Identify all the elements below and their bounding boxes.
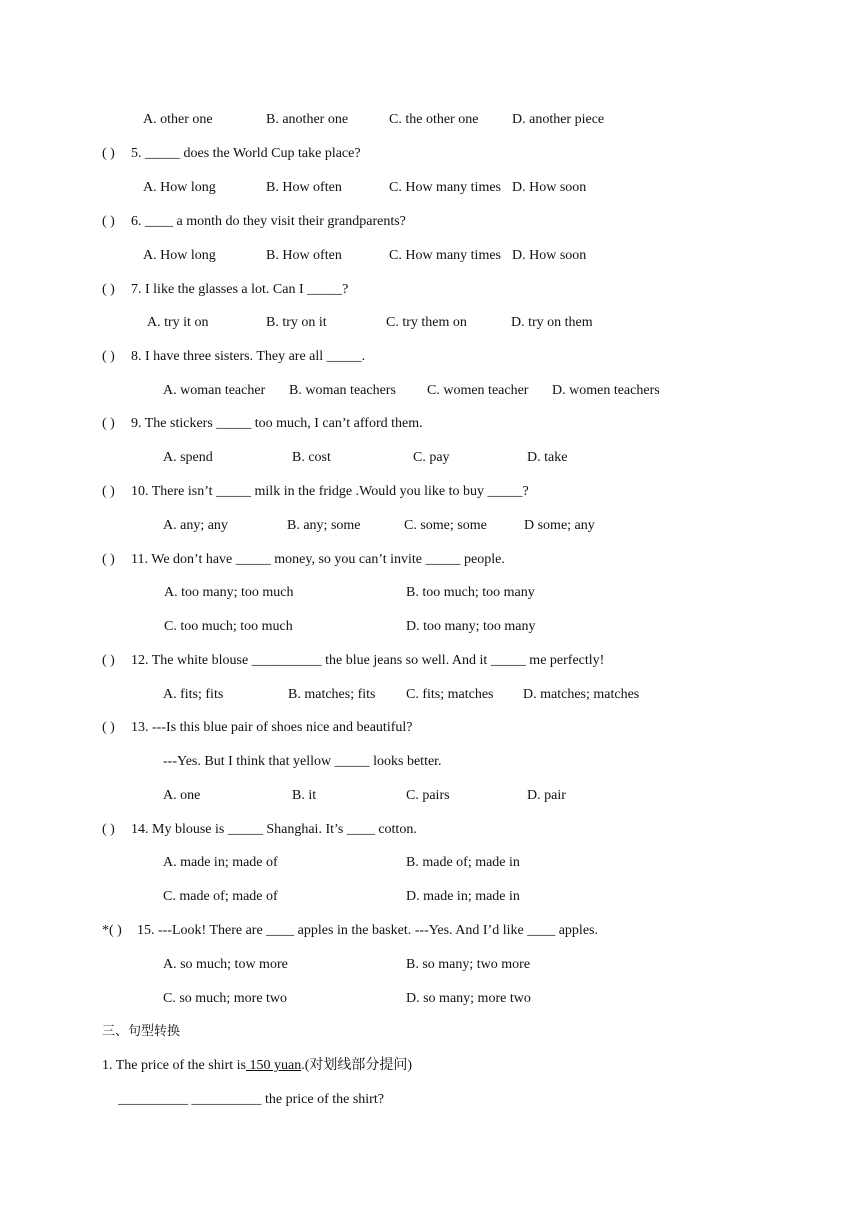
answer-blank[interactable]: ( ): [102, 720, 115, 735]
q8-option-d: D. women teachers: [552, 383, 660, 398]
q5-stem: [0, 144, 860, 164]
q8-option-b: B. woman teachers: [289, 383, 396, 398]
q14-option-d: D. made in; made in: [406, 889, 520, 904]
transform-q1-underlined: 150 yuan: [246, 1058, 302, 1073]
q14-option-c: C. made of; made of: [163, 889, 278, 904]
q6-stem: [0, 212, 860, 232]
question-text: 15. ---Look! There are ____ apples in the basket. ---Yes. And I’d like ____ apples.: [137, 923, 598, 938]
question-text: 5. _____ does the World Cup take place?: [131, 146, 361, 161]
answer-blank[interactable]: ( ): [102, 552, 115, 567]
q9-stem: [0, 414, 860, 434]
answer-blank[interactable]: ( ): [102, 214, 115, 229]
q15-option-d: D. so many; more two: [406, 991, 531, 1006]
transform-q1-answer: [0, 1090, 860, 1110]
answer-blank[interactable]: ( ): [102, 653, 115, 668]
q4-option-c: C. the other one: [389, 112, 479, 127]
q5-option-a: A. How long: [143, 180, 216, 195]
q11-option-a: A. too many; too much: [164, 585, 294, 600]
q10-stem: [0, 482, 860, 502]
q14-options-row-2: [0, 887, 860, 907]
question-text: ---Yes. But I think that yellow _____ looks better.: [163, 754, 442, 769]
q4-option-b: B. another one: [266, 112, 349, 127]
q6-option-b: B. How often: [266, 248, 342, 263]
answer-blank[interactable]: ( ): [102, 416, 115, 431]
q4-options: [0, 110, 860, 130]
section-title: 三、句型转换: [102, 1024, 181, 1039]
q5-option-b: B. How often: [266, 180, 342, 195]
q8-stem: [0, 347, 860, 367]
q11-option-c: C. too much; too much: [164, 619, 293, 634]
q4-option-d: D. another piece: [512, 112, 605, 127]
q15-option-c: C. so much; more two: [163, 991, 288, 1006]
question-text: 12. The white blouse __________ the blue jeans so well. And it _____ me perfectly!: [131, 653, 605, 668]
answer-blank[interactable]: ( ): [102, 484, 115, 499]
q15-options-row-2: [0, 989, 860, 1009]
q11-option-d: D. too many; too many: [406, 619, 536, 634]
q6-options: [0, 246, 860, 266]
q13-stem: [0, 718, 860, 738]
q7-option-a: A. try it on: [147, 315, 209, 330]
q9-option-c: C. pay: [413, 450, 450, 465]
q7-stem: [0, 280, 860, 300]
question-text: 9. The stickers _____ too much, I can’t afford them.: [131, 416, 423, 431]
q10-option-a: A. any; any: [163, 518, 228, 533]
q13-option-c: C. pairs: [406, 788, 450, 803]
q14-option-a: A. made in; made of: [163, 855, 278, 870]
q12-stem: [0, 651, 860, 671]
q9-options: [0, 448, 860, 468]
q13-option-d: D. pair: [527, 788, 566, 803]
q15-options-row-1: [0, 955, 860, 975]
q4-option-a: A. other one: [143, 112, 213, 127]
q8-option-c: C. women teacher: [427, 383, 529, 398]
q12-option-d: D. matches; matches: [523, 687, 640, 702]
answer-blank[interactable]: ( ): [102, 349, 115, 364]
q5-option-d: D. How soon: [512, 180, 587, 195]
q7-options: [0, 313, 860, 333]
answer-blank[interactable]: ( ): [102, 146, 115, 161]
q15-option-a: A. so much; tow more: [163, 957, 288, 972]
q6-option-d: D. How soon: [512, 248, 587, 263]
q15-option-b: B. so many; two more: [406, 957, 531, 972]
transform-q1-after: .(对划线部分提问): [301, 1058, 413, 1073]
question-text: 6. ____ a month do they visit their grandparents?: [131, 214, 406, 229]
q10-options: [0, 516, 860, 536]
q12-option-a: A. fits; fits: [163, 687, 224, 702]
q11-option-b: B. too much; too many: [406, 585, 535, 600]
q9-option-d: D. take: [527, 450, 568, 465]
q10-option-d: D some; any: [524, 518, 595, 533]
question-text: 11. We don’t have _____ money, so you can’t invite _____ people.: [131, 552, 505, 567]
transform-q1-before: 1. The price of the shirt is: [102, 1058, 246, 1073]
q13-options: [0, 786, 860, 806]
q9-option-a: A. spend: [163, 450, 213, 465]
q13-option-a: A. one: [163, 788, 201, 803]
answer-blank[interactable]: *( ): [102, 923, 122, 938]
q11-options-row-2: [0, 617, 860, 637]
q7-option-b: B. try on it: [266, 315, 327, 330]
q12-option-c: C. fits; matches: [406, 687, 494, 702]
answer-blank[interactable]: ( ): [102, 282, 115, 297]
q5-option-c: C. How many times: [389, 180, 501, 195]
q8-options: [0, 381, 860, 401]
q11-options-row-1: [0, 583, 860, 603]
q6-option-c: C. How many times: [389, 248, 501, 263]
q11-stem: [0, 550, 860, 570]
transform-q1-text: [102, 1056, 412, 1076]
q10-option-c: C. some; some: [404, 518, 487, 533]
q12-options: [0, 685, 860, 705]
q7-option-d: D. try on them: [511, 315, 593, 330]
q8-option-a: A. woman teacher: [163, 383, 266, 398]
answer-blank[interactable]: ( ): [102, 822, 115, 837]
transform-q1: [0, 1056, 860, 1076]
section-heading: [0, 1022, 860, 1042]
q14-option-b: B. made of; made in: [406, 855, 520, 870]
q12-option-b: B. matches; fits: [288, 687, 376, 702]
q15-stem: [0, 921, 860, 941]
q6-option-a: A. How long: [143, 248, 216, 263]
q7-option-c: C. try them on: [386, 315, 467, 330]
question-text: 8. I have three sisters. They are all _____.: [131, 349, 366, 364]
question-text: 14. My blouse is _____ Shanghai. It’s ____ cotton.: [131, 822, 417, 837]
question-text: 7. I like the glasses a lot. Can I _____?: [131, 282, 349, 297]
q13-stem-continued: [0, 752, 860, 772]
question-text: 13. ---Is this blue pair of shoes nice and beautiful?: [131, 720, 413, 735]
answer-line[interactable]: __________ __________ the price of the shirt?: [118, 1092, 384, 1107]
q5-options: [0, 178, 860, 198]
q9-option-b: B. cost: [292, 450, 331, 465]
q14-options-row-1: [0, 853, 860, 873]
q14-stem: [0, 820, 860, 840]
question-text: 10. There isn’t _____ milk in the fridge .Would you like to buy _____?: [131, 484, 529, 499]
q13-option-b: B. it: [292, 788, 317, 803]
q10-option-b: B. any; some: [287, 518, 361, 533]
